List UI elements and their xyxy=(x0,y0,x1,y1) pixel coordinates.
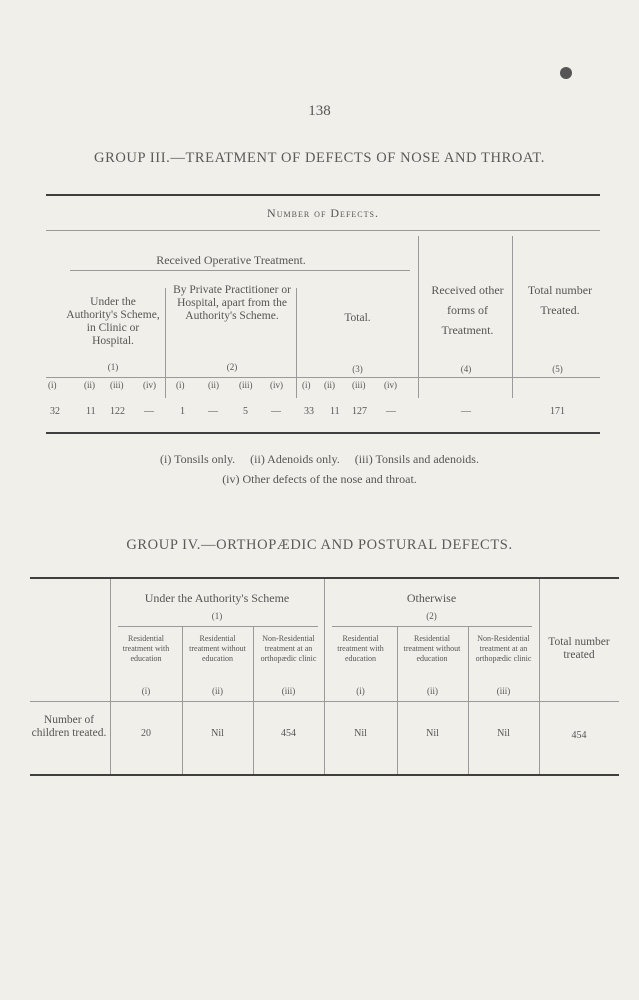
table-cell: 33 xyxy=(304,406,314,417)
sub-header: (iii) xyxy=(352,380,366,390)
table-cell: — xyxy=(144,406,154,417)
group4-other-header: Otherwise xyxy=(406,591,457,605)
sub-header: (i) xyxy=(302,380,311,390)
table-cell: 171 xyxy=(550,406,565,417)
table-cell-total: 454 xyxy=(571,730,587,741)
divider xyxy=(118,626,318,627)
sub-header: (iv) xyxy=(143,380,156,390)
divider xyxy=(332,626,532,627)
group3-col3-header: Total. xyxy=(344,312,371,324)
group4-sub-header: Residential treatment with education xyxy=(122,634,170,663)
table-cell: Nil xyxy=(354,728,367,739)
table-cell: Nil xyxy=(211,728,224,739)
group3-operative-header: Received Operative Treatment. xyxy=(156,253,306,267)
vline xyxy=(182,626,183,774)
group4-sub-header: Residential treatment without education xyxy=(403,634,461,663)
group3-col1-header: Under the Authority's Scheme, in Clinic or Hospital. xyxy=(66,296,160,347)
group4-sub-header: Residential treatment without education xyxy=(189,634,246,663)
table-cell: Nil xyxy=(426,728,439,739)
group4-title: GROUP IV.—ORTHOPÆDIC AND POSTURAL DEFECTS. xyxy=(126,537,513,553)
group3-col3-number: (3) xyxy=(352,364,363,374)
ink-mark xyxy=(560,67,572,79)
table-bottom-rule xyxy=(30,774,619,776)
group3-col1-number: (1) xyxy=(107,362,119,372)
vline xyxy=(512,236,513,398)
group4-sub-number: (i) xyxy=(141,686,151,696)
group3-col2-number: (2) xyxy=(226,362,238,372)
group4-sub-number: (ii) xyxy=(212,686,223,696)
group4-sub-number: (ii) xyxy=(427,686,438,696)
divider xyxy=(30,701,619,702)
page-number: 138 xyxy=(308,103,331,119)
group3-col2-header: By Private Practitioner or Hospital, apart from the Authority's Scheme. xyxy=(173,284,291,322)
sub-header: (ii) xyxy=(324,380,335,390)
group3-title: GROUP III.—TREATMENT OF DEFECTS OF NOSE AND THROAT. xyxy=(94,150,545,166)
sub-header: (ii) xyxy=(208,380,219,390)
group4-scheme-header: Under the Authority's Scheme xyxy=(144,591,290,605)
group4-sub-number: (i) xyxy=(356,686,365,696)
table-bottom-rule xyxy=(46,432,600,434)
table-cell: — xyxy=(271,406,281,417)
sub-header: (iii) xyxy=(110,380,124,390)
table-cell: 127 xyxy=(352,406,367,417)
group4-sub-header: Non-Residential treatment at an orthopædic clinic xyxy=(475,634,532,663)
table-cell: — xyxy=(386,406,396,417)
divider xyxy=(46,230,600,231)
group4-sub-header: Residential treatment with education xyxy=(337,634,384,663)
group3-col5-number: (5) xyxy=(552,364,563,374)
group4-sub-number: (iii) xyxy=(496,686,511,696)
group3-col4-header: Received other forms of Treatment. xyxy=(431,283,504,337)
sub-header: (iv) xyxy=(270,380,283,390)
vline xyxy=(296,288,297,398)
vline xyxy=(418,236,419,398)
vline xyxy=(539,579,540,774)
vline xyxy=(468,626,469,774)
group4-sub-header: Non-Residential treatment at an orthopædic clinic xyxy=(260,634,317,663)
group4-other-number: (2) xyxy=(426,611,437,621)
group3-footnote-2: (iv) Other defects of the nose and throat. xyxy=(222,472,417,486)
vline xyxy=(397,626,398,774)
table-cell: 122 xyxy=(110,406,125,417)
sub-header: (ii) xyxy=(84,380,95,390)
vline xyxy=(165,288,166,398)
group3-footnote-1: (i) Tonsils only. (ii) Adenoids only. (iii) Tonsils and adenoids. xyxy=(160,452,479,466)
table-cell: — xyxy=(461,406,471,417)
table-cell: 11 xyxy=(330,406,340,417)
table-cell: 11 xyxy=(86,406,96,417)
vline xyxy=(253,626,254,774)
table-cell: 1 xyxy=(180,406,185,417)
group4-scheme-number: (1) xyxy=(211,611,223,621)
table-cell: 32 xyxy=(50,406,60,417)
table-cell: 20 xyxy=(141,728,151,739)
divider xyxy=(46,377,600,378)
group3-col4-number: (4) xyxy=(460,364,472,374)
sub-header: (i) xyxy=(48,380,57,390)
sub-header: (i) xyxy=(176,380,185,390)
table-cell: 454 xyxy=(281,728,296,739)
sub-header: (iii) xyxy=(239,380,253,390)
group4-row-label: Number of children treated. xyxy=(31,714,107,739)
vline xyxy=(324,579,325,774)
sub-header: (iv) xyxy=(384,380,397,390)
group4-total-header: Total number treated xyxy=(548,636,610,661)
vline xyxy=(110,579,111,774)
group4-sub-number: (iii) xyxy=(281,686,296,696)
group3-col5-header: Total number Treated. xyxy=(527,283,593,317)
table-cell: — xyxy=(208,406,218,417)
table-cell: 5 xyxy=(243,406,248,417)
table-top-rule xyxy=(46,194,600,196)
table-cell: Nil xyxy=(497,728,510,739)
divider xyxy=(70,270,410,271)
group3-header-defects: Number of Defects. xyxy=(267,206,379,220)
